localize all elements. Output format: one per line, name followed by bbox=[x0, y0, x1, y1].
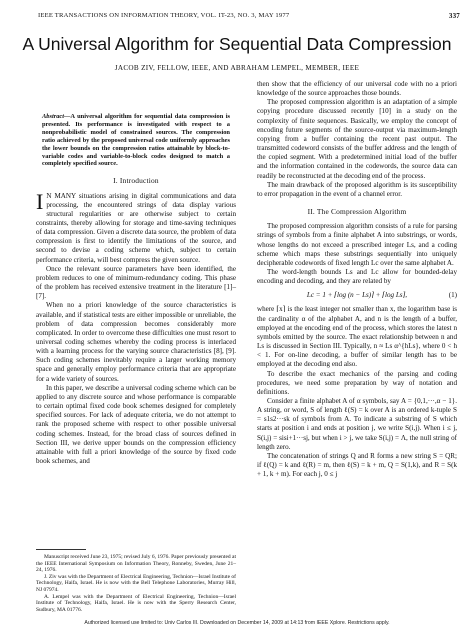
algo-paragraph-1: The proposed compression algorithm consists of a rule for parsing strings of symbols from a finite alphabet A into substrings, or words, whose lengths do not exceed a prescribed integer Ls, and a coding scheme which maps these substrings sequentially into uniquely decipherable codewords of fixed length Lc over the same alphabet A. bbox=[257, 222, 457, 267]
intro-paragraph-1 bbox=[36, 188, 236, 265]
journal-name: IEEE TRANSACTIONS ON INFORMATION THEORY, VOL. IT-23, NO. 3, MAY 1977 bbox=[38, 12, 290, 19]
algo-paragraph-5: Consider a finite alphabet A of α symbols, say A = {0,1,···,α − 1}. A string, or word, S of length ℓ(S) = k over A is an ordered k-tuple S = s1s2···sk of symbols from A. To indicate a substring of S which starts at position i and ends at position j, we write S(i,j). When i ≤ j, S(i,j) = sisi+1···sj, but when i > j, we take S(i,j) = Λ, the null string of length zero. bbox=[257, 397, 457, 451]
footnote bbox=[36, 549, 236, 613]
license-notice: Authorized licensed use limited to: Univ Carlos III. Downloaded on December 14, 2009 at 14:13 from IEEE Xplore. Restrictions apply. bbox=[84, 620, 390, 626]
equation-1 bbox=[257, 291, 457, 300]
left-column bbox=[36, 80, 236, 466]
footnote-lempel: A. Lempel was with the Department of Electrical Engineering, Technion—Israel Institute of Technology, Haifa, Israel. He is now with the Sperry Research Center, Sudbury, MA 01776. bbox=[36, 593, 236, 613]
section-heading-introduction: I. Introduction bbox=[113, 176, 159, 186]
intro-paragraph-1-text: N MANY situations arising in digital communications and data processing, the encountered strings of data display various structural regularities or are otherwise subject to certain constraints, thereby allowing for storage and time-saving techniques of data compression. Given a discrete data source, the problem of data compression is first to identify the limitations of the source, and second to devise a coding scheme which, subject to certain performance criteria, will best compress the given source. bbox=[36, 191, 236, 264]
intro-paragraph-4: In this paper, we describe a universal coding scheme which can be applied to any discrete source and whose performance is comparable to certain optimal fixed code book schemes designed for completely specified sources. For lack of adequate criteria, we do not attempt to rank the proposed scheme with respect to other possible universal coding schemes. Instead, for the broad class of sources defined in Section III, we derive upper bounds on the compression efficiency attainable with full a priori knowledge of the source by fixed code book schemes, and bbox=[36, 383, 236, 466]
abstract bbox=[36, 113, 236, 168]
abstract-text: A universal algorithm for sequential data compression is presented. Its performance is investigated with respect to a nonprobabilistic model of constrained sources. The compression ratio achieved by the proposed universal code uniformly approaches the lower bounds on the compression ratios attainable by block-to-variable codes and variable-to-block codes designed to match a completely specified source. bbox=[42, 113, 230, 168]
algo-paragraph-4: To describe the exact mechanics of the parsing and coding procedures, we need some preparation by way of notation and definitions. bbox=[257, 369, 457, 396]
right-column bbox=[257, 80, 457, 479]
abstract-label: Abstract— bbox=[42, 113, 71, 120]
section-heading-algorithm: II. The Compression Algorithm bbox=[307, 207, 407, 217]
footnote-ziv: J. Ziv was with the Department of Electrical Engineering, Technion—Israel Institute of Technology, Haifa, Israel. He is now with the Bell Telephone Laboratories, Murray Hill, NJ 07974. bbox=[36, 573, 236, 593]
page-number: 337 bbox=[448, 12, 460, 20]
algo-paragraph-6: The concatenation of strings Q and R forms a new string S = QR; if ℓ(Q) = k and ℓ(R) = m, then ℓ(S) = k + m, Q = S(1,k), and R = S(k + 1, k + m). For each j, 0 ≤ j bbox=[257, 451, 457, 479]
intro-paragraph-2: Once the relevant source parameters have been identified, the problem reduces to one of minimum-redundancy coding. This phase of the problem has received extensive treatment in the literature [1]–[7]. bbox=[36, 264, 236, 301]
right-paragraph-3: The main drawback of the proposed algorithm is its susceptibility to error propagation in the event of a channel error. bbox=[257, 180, 457, 198]
drop-cap: I bbox=[36, 188, 44, 214]
algo-paragraph-2: The word-length bounds Ls and Lc allow for bounded-delay encoding and decoding, and they are related by bbox=[257, 267, 457, 286]
right-paragraph-1: then show that the efficiency of our universal code with no a priori knowledge of the source approaches those bounds. bbox=[257, 80, 457, 98]
footnote-received: Manuscript received June 23, 1975; revised July 6, 1976. Paper previously presented at the IEEE International Symposium on Information Theory, Ronneby, Sweden, June 21–24, 1976. bbox=[36, 554, 236, 574]
right-paragraph-2: The proposed compression algorithm is an adaptation of a simple copying procedure discussed recently [10] in a study on the complexity of finite sequences. Basically, we employ the concept of encoding future segments of the source-output via maximum-length copying from a buffer containing the recent past output. The transmitted codeword consists of the buffer address and the length of the copied segment. With a predetermined initial load of the buffer and the information contained in the codewords, the source data can readily be reconstructed at the decoding end of the process. bbox=[257, 98, 457, 180]
algo-paragraph-3: where ⌈x⌉ is the least integer not smaller than x, the logarithm base is the cardinality α of the alphabet A, and n is the length of a buffer, employed at the encoding end of the process, which stores the latest n symbols emitted by the source. The exact relationship between n and Ls is discussed in Section III. Typically, n ≈ Ls α^{hLs}, where 0 < h < 1. For on-line decoding, a buffer of similar length has to be employed at the decoding end also. bbox=[257, 305, 457, 369]
equation-1-body: Lc = 1 + ⌈log (n − Ls)⌉ + ⌈log Ls⌉, bbox=[306, 291, 408, 300]
paper-authors: JACOB ZIV, FELLOW, IEEE, AND ABRAHAM LEMPEL, MEMBER, IEEE bbox=[114, 64, 360, 72]
intro-paragraph-3: When no a priori knowledge of the source characteristics is available, and if statistical tests are either impossible or unreliable, the problem of data compression becomes considerably more complicated. In order to overcome these difficulties one must resort to universal coding schemes whereby the coding process is interlaced with a learning process for the varying source characteristics [8], [9]. Such coding schemes inevitably require a larger working memory space and generally employ performance criteria that are appropriate for a wide variety of sources. bbox=[36, 301, 236, 383]
running-head bbox=[38, 12, 460, 24]
equation-1-number: (1) bbox=[448, 291, 457, 300]
paper-title: A Universal Algorithm for Sequential Data Compression bbox=[22, 34, 452, 54]
footnote-rule bbox=[36, 549, 86, 550]
